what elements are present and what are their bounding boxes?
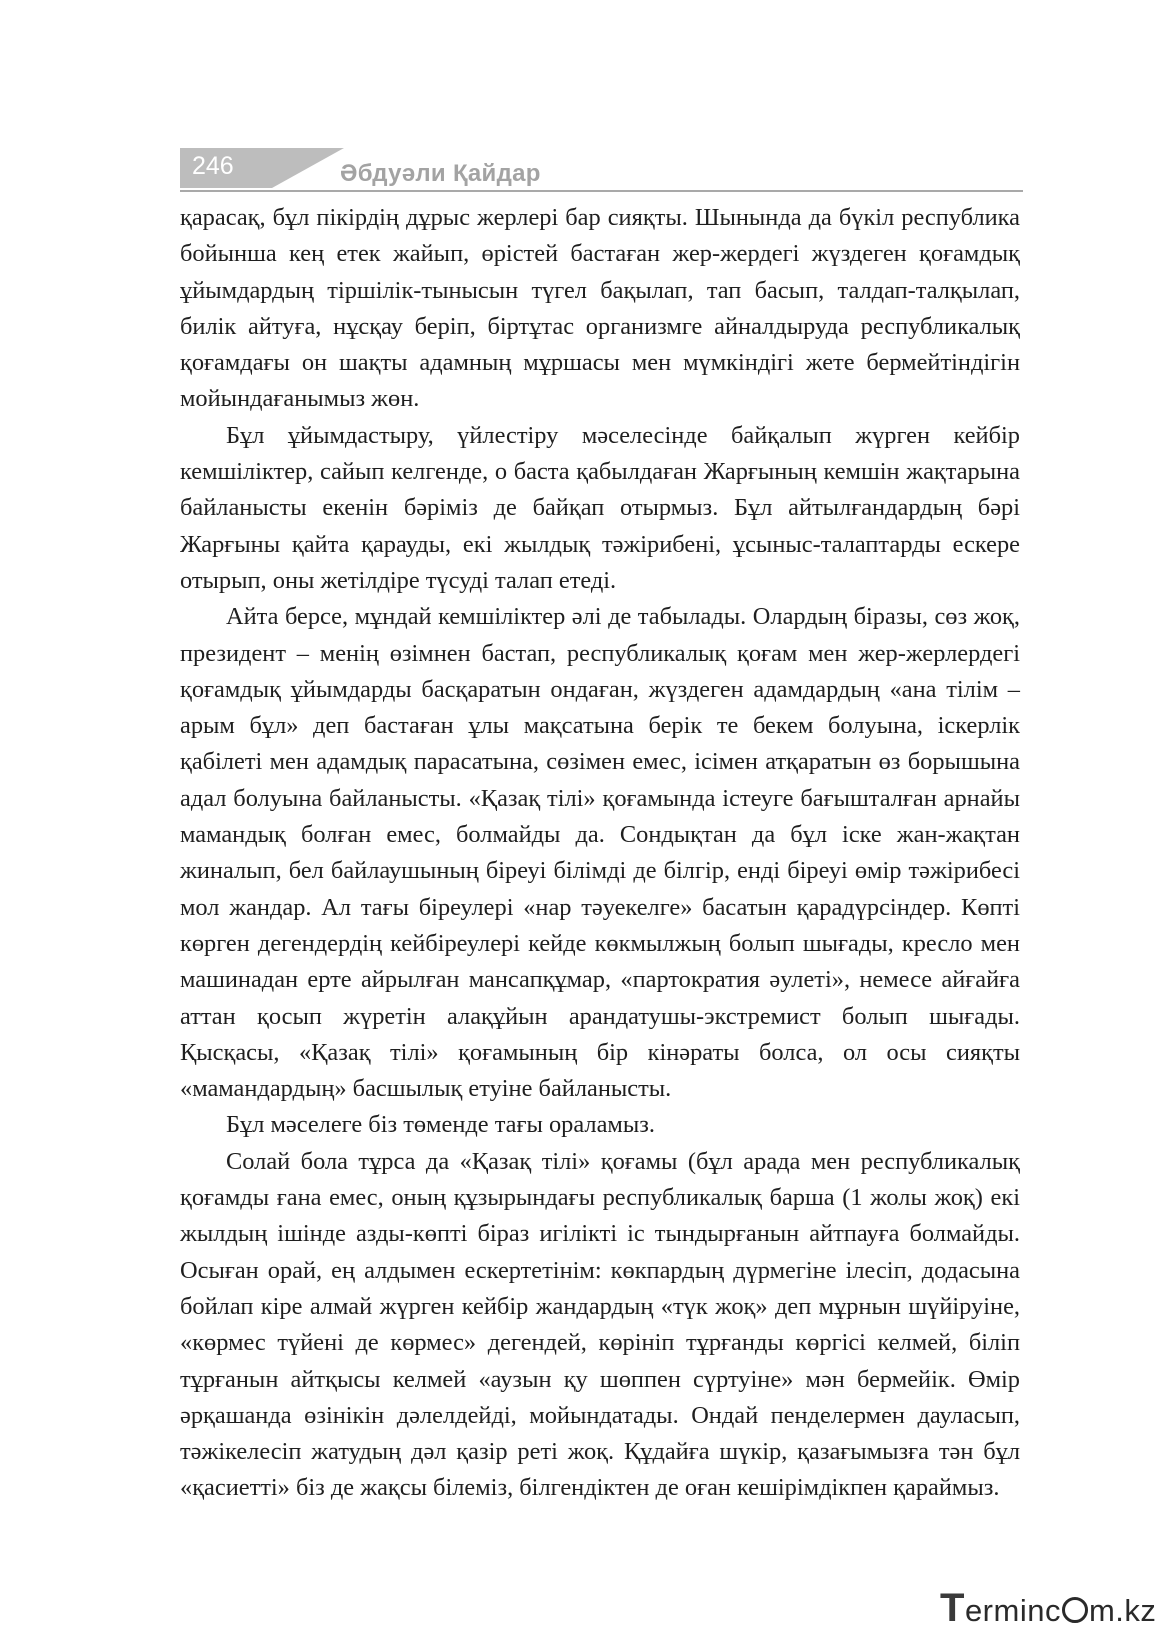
running-header (180, 148, 1023, 196)
watermark-o-icon (1062, 1597, 1088, 1623)
header-rule (180, 190, 1023, 192)
watermark-text-part1: erminc (964, 1593, 1061, 1628)
paragraph-1: қарасақ, бұл пікірдің дұрыс жерлері бар сияқты. Шынында да бүкіл республика бойынша кең етек жайып, өрістей бастаған жер-жердегі жүздеген қоғамдық ұйымдардың тіршілік-тынысын түгел бақылап, тап басып, талдап-талқылап, билік айтуға, нұсқау беріп, біртұтас организмге айналдыруда республикалық қоғамдағы он шақты адамның мұршасы мен мүмкіндігі жете бермейтіндігін мойындағанымыз жөн. (180, 204, 1020, 413)
paragraph-2: Бұл ұйымдастыру, үйлестіру мәселесінде байқалып жүрген кейбір кемшіліктер, сайып келгенде, о баста қабылдаған Жарғының кемшін жақтарына байланысты екенін бәріміз де байқап отырмыз. Бұл айтылғандардың бәрі Жарғыны қайта қарауды, екі жылдық тәжірибені, ұсыныс-талаптарды ескере отырып, оны жетілдіре түсуді талап етеді. (180, 421, 1020, 594)
page-number: 246 (192, 152, 234, 180)
paragraph-3: Айта берсе, мұндай кемшіліктер әлі де табылады. Олардың біразы, сөз жоқ, президент – менің өзімнен бастап, республикалық қоғам мен жер-жерлердегі қоғамдық ұйымдарды басқаратын ондаған, жүздеген адамдардың «ана тілім – арым бұл» деп бастаған ұлы мақсатына берік те бекем болуына, іскерлік қабілеті мен адамдық парасатына, сөзімен емес, ісімен атқаратын өз борышына адал болуына байланысты. «Қазақ тілі» қоғамында істеуге бағышталған арнайы мамандық болған емес, болмайды да. Сондықтан да бұл іске жан-жақтан жиналып, бел байлаушының біреуі білімді де білгір, енді біреуі өмір тәжірибесі мол жандар. Ал тағы біреулері «нар тәуекелге» басатын қарадүрсіндер. Көпті көрген дегендердің кейбіреулері кейде көкмылжың болып шығады, кресло мен машинадан ерте айрылған мансапқұмар, «партократия әулеті», немесе айғайға аттан қосып жүретін алақұйын арандатушы-экстремист болып шығады. Қысқасы, «Қазақ тілі» қоғамының бір кінәраты болса, ол осы сияқты «мамандардың» басшылық етуіне байланысты. (180, 603, 1020, 1103)
body-text (180, 200, 1020, 1507)
watermark-text-part2: m.kz (1088, 1593, 1157, 1628)
paragraph-5: Солай бола тұрса да «Қазақ тілі» қоғамы (бұл арада мен республикалық қоғамды ғана емес, оның құзырындағы республикалық барша (1 жолы жоқ) екі жылдың ішінде азды-көпті біраз игілікті іс тындырғанын айтпауға болмайды. Осыған орай, ең алдымен ескертетінім: көкпардың дүрмегіне ілесіп, додасына бойлап кіре алмай жүрген кейбір жандардың «түк жоқ» деп мұрнын шүйіруіне, «көрмес түйені де көрмес» дегендей, көрініп тұрғанды көргісі келмей, біліп тұрғанын айтқысы келмей «аузын қу шөппен сүртуіне» мән бермейік. Өмір әрқашанда өзінікін дәлелдейді, мойындатады. Ондай пенделермен дауласып, тәжікелесіп жатудың дәл қазір реті жоқ. Құдайға шүкір, қазағымызға тән бұл «қасиетті» біз де жақсы білеміз, білгендіктен де оған кешірімдікпен қараймыз. (180, 1147, 1020, 1502)
page-number-tab-wedge (272, 148, 344, 188)
running-header-author: Әбдуәли Қайдар (340, 160, 541, 187)
paragraph-4: Бұл мәселеге біз төменде тағы ораламыз. (226, 1111, 655, 1139)
watermark-initial: T (940, 1586, 965, 1630)
watermark-logo (940, 1586, 1156, 1631)
